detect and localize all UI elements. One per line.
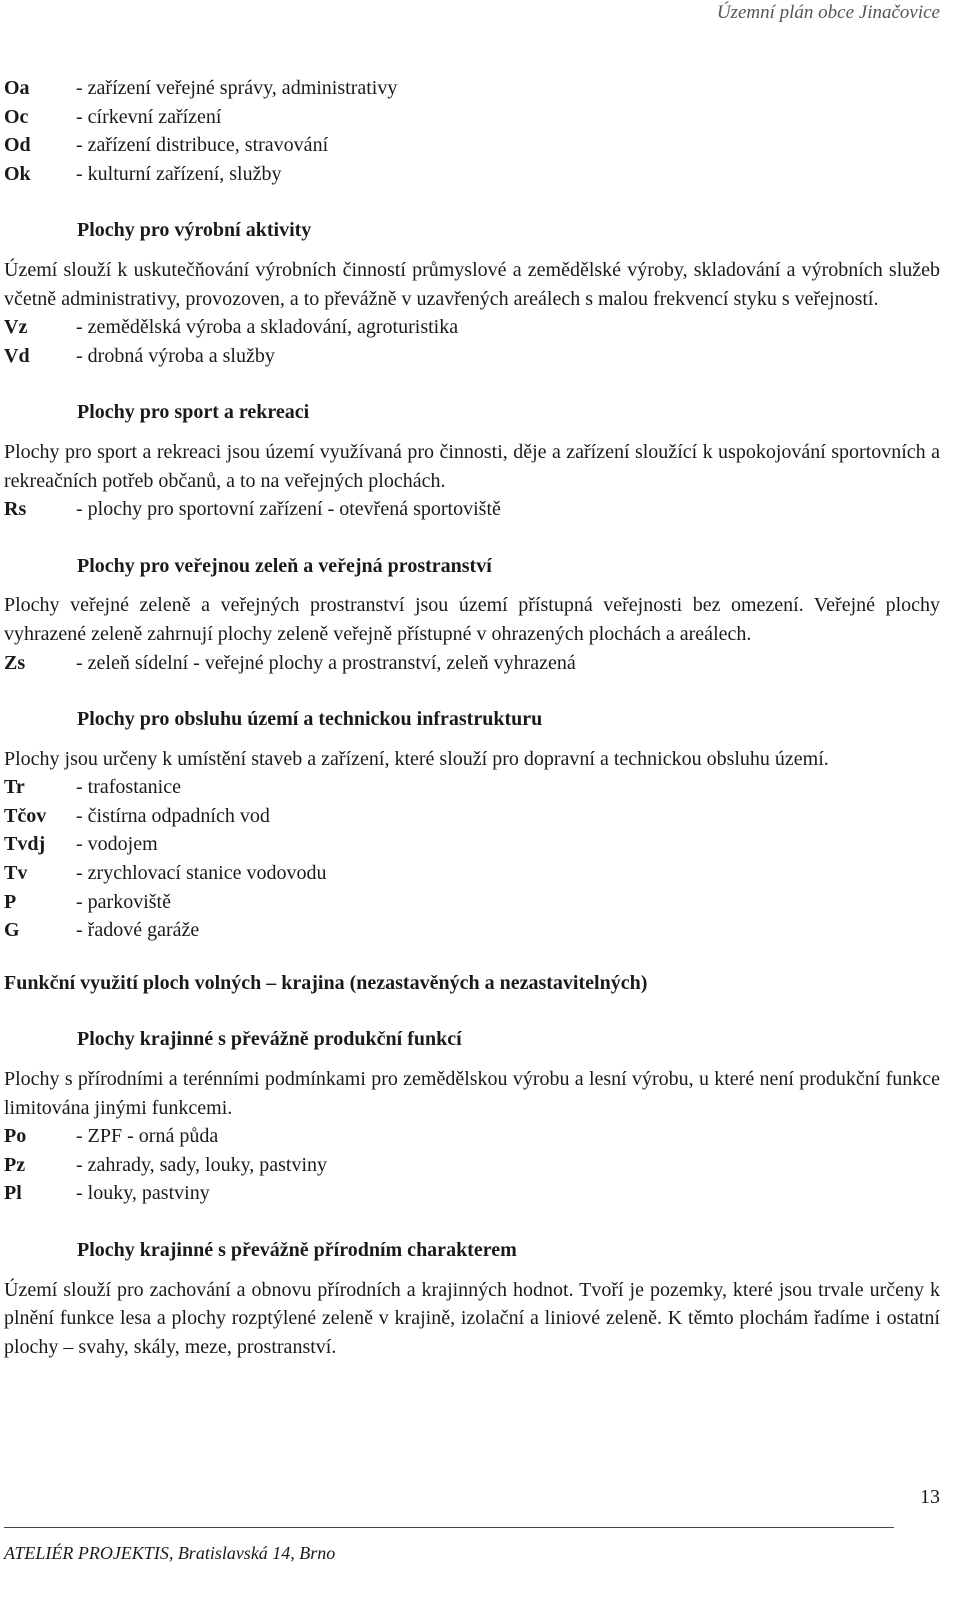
item-text: - zařízení veřejné správy, administrativy <box>76 77 398 99</box>
item-text: - plochy pro sportovní zařízení - otevřená sportoviště <box>76 498 501 521</box>
section-paragraph: Plochy jsou určeny k umístění staveb a zařízení, které slouží pro dopravní a technickou obsluhu území. <box>4 747 829 770</box>
item-code: G <box>4 919 20 942</box>
section-paragraph: Plochy s přírodními a terénními podmínkami pro zemědělskou výrobu a lesní výrobu, u které není produkční funkce limitována jinými funkcemi. <box>4 1068 940 1119</box>
footer-address: ATELIÉR PROJEKTIS, Bratislavská 14, Brno <box>4 1543 336 1563</box>
section-title: Plochy krajinné s převážně přírodním charakterem <box>77 1239 517 1261</box>
chapter-heading: Funkční využití ploch volných – krajina (nezastavěných a nezastavitelných) <box>4 971 648 994</box>
list-item <box>4 313 940 342</box>
list-item <box>4 131 940 160</box>
section-paragraph: Území slouží k uskutečňování výrobních činností průmyslové a zemědělské výroby, skladování a výrobních služeb včetně administrativy, provozoven, a to převážně v uzavřených areálech s malou frekvencí styku s veřejností. <box>4 258 940 310</box>
document-header: Územní plán obce Jinačovice <box>716 2 940 23</box>
list-item <box>4 160 940 189</box>
item-code: Oa <box>4 77 30 99</box>
list-item <box>4 773 940 802</box>
list-item <box>4 342 940 371</box>
section-paragraph: Území slouží pro zachování a obnovu přírodních a krajinných hodnot. Tvoří je pozemky, které jsou trvale určeny k plnění funkce lesa a plochy rozptýlené zeleně v krajině, izolační a liniové zeleně. K těmto plochám řadíme i ostatní plochy – svahy, skály, meze, prostranství. <box>4 1278 940 1358</box>
list-item <box>4 888 940 917</box>
list-item <box>4 1122 940 1151</box>
item-text: - zařízení distribuce, stravování <box>76 134 329 157</box>
item-text: - parkoviště <box>76 890 171 913</box>
item-code: Rs <box>4 498 27 521</box>
item-code: Vd <box>4 344 30 367</box>
item-code: Ok <box>4 162 31 185</box>
section-title: Plochy krajinné s převážně produkční funkcí <box>77 1028 462 1051</box>
item-text: - kulturní zařízení, služby <box>76 162 282 185</box>
item-code: Pl <box>4 1182 22 1205</box>
section-title: Plochy pro sport a rekreaci <box>77 401 310 424</box>
item-text: - zeleň sídelní - veřejné plochy a prostranství, zeleň vyhrazená <box>76 651 576 674</box>
list-item <box>4 802 940 831</box>
list-item <box>4 74 940 103</box>
item-text: - zemědělská výroba a skladování, agroturistika <box>76 316 459 339</box>
item-text: - řadové garáže <box>76 919 200 942</box>
section-title: Plochy pro výrobní aktivity <box>77 219 312 242</box>
list-item <box>4 495 940 524</box>
list-item <box>4 649 940 678</box>
footer-divider <box>4 1527 894 1528</box>
section-title: Plochy pro obsluhu území a technickou infrastrukturu <box>77 708 543 731</box>
document-body <box>4 74 940 1361</box>
item-text: - trafostanice <box>76 776 181 799</box>
item-text: - čistírna odpadních vod <box>76 804 270 827</box>
item-code: Po <box>4 1125 27 1148</box>
item-code: P <box>4 890 17 913</box>
list-item <box>4 830 940 859</box>
section-paragraph: Plochy pro sport a rekreaci jsou území využívaná pro činnosti, děje a zařízení sloužící k uspokojování sportovních a rekreačních potřeb občanů, a to na veřejných plochách. <box>4 440 940 492</box>
item-text: - vodojem <box>76 833 158 856</box>
item-code: Oc <box>4 105 29 128</box>
section-paragraph: Plochy veřejné zeleně a veřejných prostranství jsou území přístupná veřejnosti bez omezení. Veřejné plochy vyhrazené zeleně zahrnují plochy zeleně veřejně přístupné v ohrazených plochách a areálech. <box>4 594 940 645</box>
item-code: Tr <box>4 776 25 799</box>
page-number: 13 <box>920 1486 940 1508</box>
list-item <box>4 1179 940 1208</box>
item-text: - drobná výroba a služby <box>76 344 275 367</box>
section-title: Plochy pro veřejnou zeleň a veřejná prostranství <box>77 554 492 577</box>
item-code: Tv <box>4 862 28 885</box>
list-item <box>4 1151 940 1180</box>
item-text: - louky, pastviny <box>76 1182 210 1205</box>
item-text: - církevní zařízení <box>76 105 222 128</box>
item-text: - zahrady, sady, louky, pastviny <box>76 1153 328 1176</box>
item-code: Tvdj <box>4 833 46 856</box>
list-item <box>4 859 940 888</box>
item-code: Vz <box>4 316 28 339</box>
item-code: Tčov <box>4 804 47 827</box>
list-item <box>4 916 940 945</box>
list-item <box>4 103 940 132</box>
item-code: Zs <box>4 651 26 674</box>
item-code: Pz <box>4 1153 26 1176</box>
item-text: - zrychlovací stanice vodovodu <box>76 862 327 885</box>
item-text: - ZPF - orná půda <box>76 1125 219 1148</box>
item-code: Od <box>4 134 31 157</box>
